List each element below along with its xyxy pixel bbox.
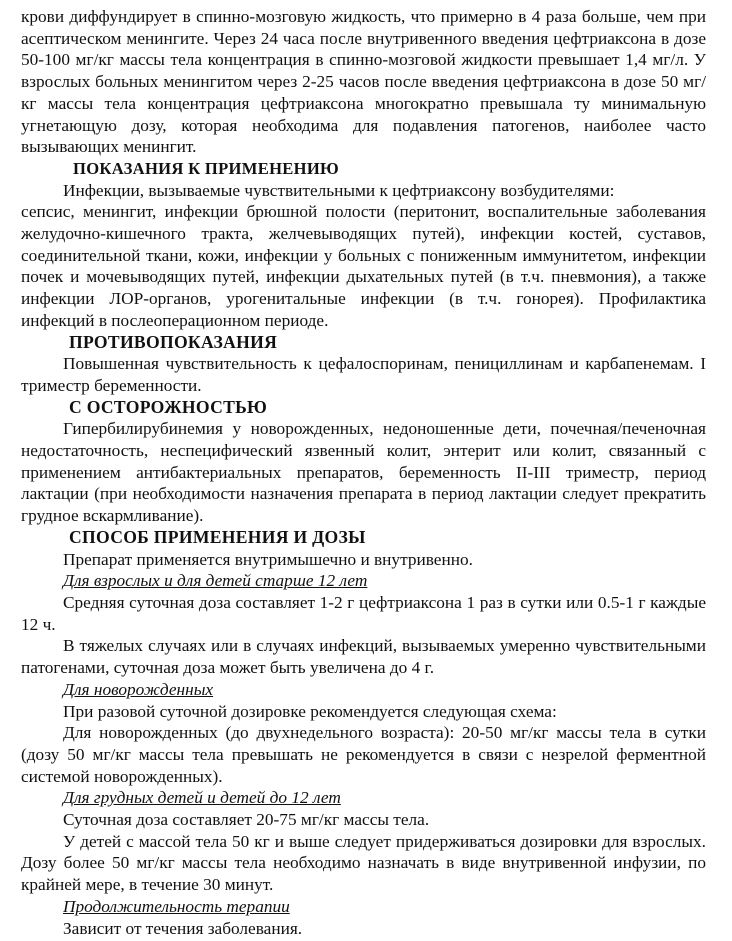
adults-paragraph-1: Средняя суточная доза составляет 1-2 г цефтриаксона 1 раз в сутки или 0.5-1 г каждые 12 ч. [21, 592, 706, 634]
infants-subheading: Для грудных детей и детей до 12 лет [63, 788, 341, 808]
duration-subheading: Продолжительность терапии [63, 896, 290, 916]
duration-paragraph: Зависит от течения заболевания. [63, 918, 303, 938]
caution-body: Гипербилирубинемия у новорожденных, недоношенные дети, почечная/печеночная недостаточность, неспецифический язвенный колит, энтерит или колит, связанный с применением антибактериальных препаратов, беременность II-III триместр, период лактации (при необходимости назначения препарата в период лактации следует прекратить грудное вскармливание). [21, 419, 706, 526]
infants-paragraph-2: У детей с массой тела 50 кг и выше следует придерживаться дозировки для взрослых. Дозу более 50 мг/кг массы тела необходимо назначать в виде внутривенной инфузии, по крайней мере, в течение 30 минут. [21, 831, 706, 895]
dosage-heading: СПОСОБ ПРИМЕНЕНИЯ И ДОЗЫ [69, 526, 366, 547]
indications-lead: Инфекции, вызываемые чувствительными к цефтриаксону возбудителями: [63, 180, 615, 200]
caution-heading: С ОСТОРОЖНОСТЬЮ [69, 396, 268, 417]
newborn-paragraph-1: При разовой суточной дозировке рекомендуется следующая схема: [63, 701, 557, 721]
newborn-paragraph-2: Для новорожденных (до двухнедельного возраста): 20-50 мг/кг массы тела в сутки (дозу 50 мг/кг массы тела превышать не рекомендуется в связи с незрелой ферментной системой новорожденных). [21, 723, 706, 786]
indications-body: сепсис, менингит, инфекции брюшной полости (перитонит, воспалительные заболевания желудочно-кишечного тракта, желчевыводящих путей), инфекции костей, суставов, соединительной ткани, кожи, инфекции у больных с пониженным иммунитетом, инфекции почек и мочевыводящих путей, инфекции дыхательных путей (в т.ч. пневмония), а также инфекции ЛОР-органов, урогенитальные инфекции (в т.ч. гонорея). Профилактика инфекций в послеоперационном периоде. [21, 202, 706, 330]
indications-heading: ПОКАЗАНИЯ К ПРИМЕНЕНИЮ [73, 158, 340, 178]
contraindications-heading: ПРОТИВОПОКАЗАНИЯ [69, 331, 278, 352]
newborn-subheading: Для новорожденных [63, 679, 214, 699]
dosage-route: Препарат применяется внутримышечно и внутривенно. [63, 549, 473, 569]
intro-paragraph: крови диффундирует в спинно-мозговую жидкость, что примерно в 4 раза больше, чем при асептическом менингите. Через 24 часа после внутривенного введения цефтриаксона в дозе 50-100 мг/кг массы тела концентрация в спинно-мозговой жидкости превышает 1,4 мг/л. У взрослых больных менингитом через 2-25 часов после введения цефтриаксона в дозе 50 мг/кг массы тела концентрация цефтриаксона многократно превышала ту минимальную угнетающую дозу, которая необходима для подавления патогенов, наиболее часто вызывающих менингит. [21, 7, 706, 157]
adults-paragraph-2: В тяжелых случаях или в случаях инфекций, вызываемых умеренно чувствительными патогенами, суточная доза может быть увеличена до 4 г. [21, 636, 706, 678]
contraindications-body: Повышенная чувствительность к цефалоспоринам, пенициллинам и карбапенемам. I триместр беременности. [21, 354, 706, 395]
adults-subheading: Для взрослых и для детей старше 12 лет [63, 571, 368, 591]
infants-paragraph-1: Суточная доза составляет 20-75 мг/кг массы тела. [63, 810, 430, 830]
